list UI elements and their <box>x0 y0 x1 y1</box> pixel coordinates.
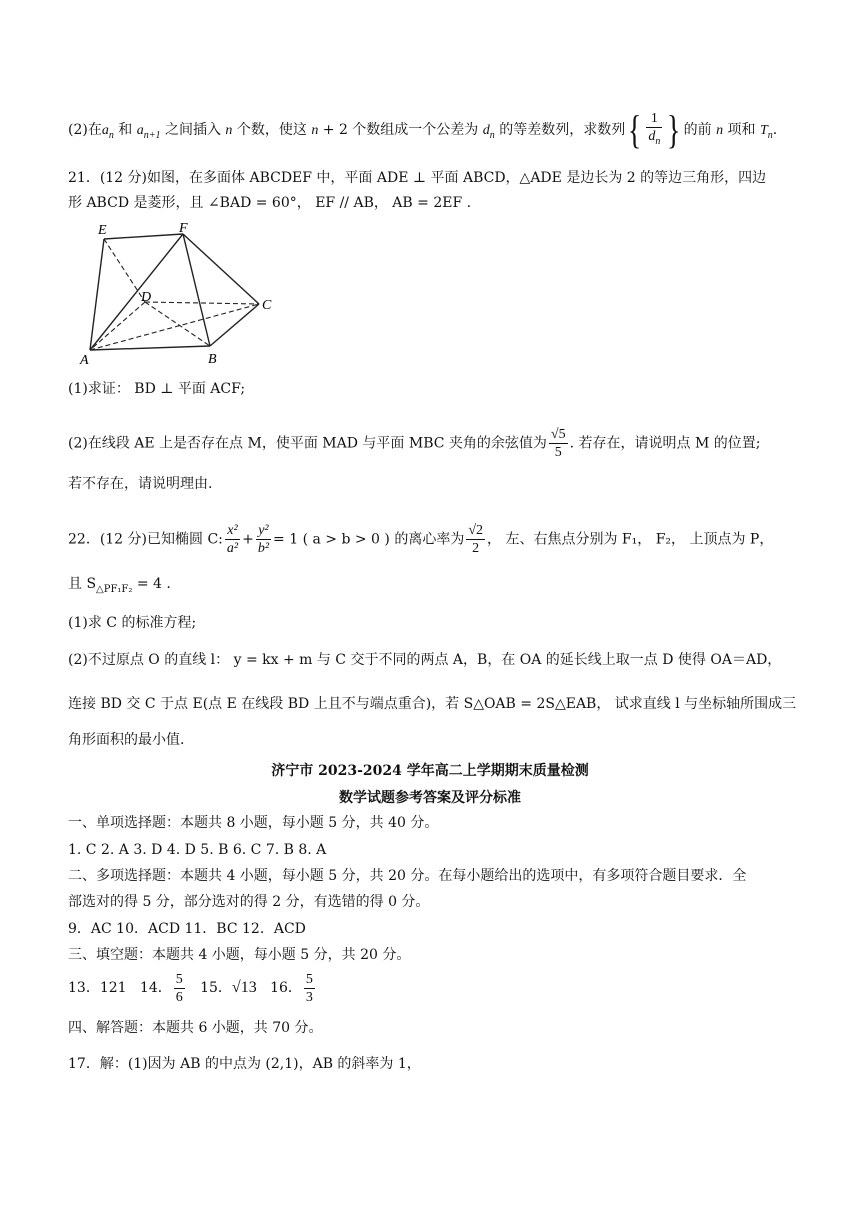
q22-part2-line1: (2)不过原点 O 的直线 l： y = kx + m 与 C 交于不同的两点 A，B，在 OA 的延长线上取一点 D 使得 OA＝AD， <box>68 652 782 668</box>
q22-part2-line3: 角形面积的最小值. <box>68 732 185 748</box>
q21-part2-cont: 若不存在，请说明理由. <box>68 476 213 492</box>
edge-ED <box>104 239 145 302</box>
q20-part2: (2)在$a_n$ 和 $a_{n+1}$ 之间插入 n 个数，使这 n + 2 个数组成一个公差为 $d_n$ 的等差数列，求数列{ $\frac{1}{d_n}$ } 的前 n 项和 $T_n$. <box>68 107 778 152</box>
section3-answers: 13．121 14． $\frac{5}{6}$ 15．√13 16． $\frac{5}{3}$ <box>68 971 313 1005</box>
answer-title: 济宁市 2023-2024 学年高二上学期期末质量检测 <box>271 763 589 779</box>
label-B: B <box>208 352 217 367</box>
q22-part2-line2: 连接 BD 交 C 于点 E(点 E 在线段 BD 上且不与端点重合)，若 S△OAB = 2S△EAB， 试求直线 l 与坐标轴所围成三 <box>68 696 797 712</box>
edge-EA <box>90 239 104 350</box>
label-A: A <box>80 353 89 368</box>
edge-FA <box>90 234 183 350</box>
edge-EF <box>104 234 183 239</box>
section2-answers: 9．AC 10．ACD 11．BC 12．ACD <box>68 921 306 937</box>
label-D: D <box>141 290 152 305</box>
edge-DC <box>145 302 259 304</box>
section1-answers: 1. C 2. A 3. D 4. D 5. B 6. C 7. B 8. A <box>68 842 327 858</box>
q21-line1: 21．(12 分)如图，在多面体 ABCDEF 中，平面 ADE ⊥ 平面 ABCD，△ADE 是边长为 2 的等边三角形，四边 <box>68 170 767 186</box>
edge-FB <box>183 234 210 346</box>
edge-FC <box>183 234 259 304</box>
q21-part1: (1)求证： BD ⊥ 平面 ACF; <box>68 381 246 397</box>
label-E: E <box>98 223 107 238</box>
polyhedron-figure <box>76 222 296 372</box>
q22-part1: (1)求 C 的标准方程; <box>68 615 197 631</box>
section3-heading: 三、填空题：本题共 4 小题，每小题 5 分，共 20 分。 <box>68 947 411 963</box>
section2-heading: 二、多项选择题：本题共 4 小题，每小题 5 分，共 20 分。在每小题给出的选项中，有多项符合题目要求．全 <box>68 868 747 884</box>
section2-heading-cont: 部选对的得 5 分，部分选对的得 2 分，有选错的得 0 分。 <box>68 894 430 910</box>
label-C: C <box>262 298 272 313</box>
q22-area-condition: 且 $S_{\triangle PF_1F_2} = 4$ . <box>68 576 171 595</box>
edge-BC <box>210 304 259 346</box>
edge-AC <box>90 304 259 350</box>
q17-solution-start: 17．解：(1)因为 AB 的中点为 (2,1)，AB 的斜率为 1， <box>68 1056 421 1072</box>
q21-line2: 形 ABCD 是菱形，且 ∠BAD = 60°， EF // AB， AB = 2EF . <box>68 195 472 211</box>
answer-subtitle: 数学试题参考答案及评分标准 <box>339 790 521 806</box>
edge-AB <box>90 346 210 350</box>
section1-heading: 一、单项选择题：本题共 8 小题，每小题 5 分，共 40 分。 <box>68 815 439 831</box>
section4-heading: 四、解答题：本题共 6 小题，共 70 分。 <box>68 1020 323 1036</box>
edge-DB <box>145 302 210 346</box>
q22-stem: 22．(12 分)已知椭圆 C: $\frac{\text{x²}}{\text{a²}}$ + $\frac{\text{y²}}{\text{b²}}$ = 1 ( a > b > 0 ) 的离心率为 $\frac{√2}{2}$ ， 左、右焦点分别为 F₁， F₂， 上顶点为 P， <box>68 523 774 556</box>
reciprocal-dn-fraction: $\frac{1}{d_n}$ <box>648 111 661 147</box>
label-F: F <box>179 222 188 236</box>
q21-part2: (2)在线段 AE 上是否存在点 M，使平面 MAD 与平面 MBC 夹角的余弦值为 $\frac{√5}{5}$ . 若存在，请说明点 M 的位置; <box>68 427 761 460</box>
